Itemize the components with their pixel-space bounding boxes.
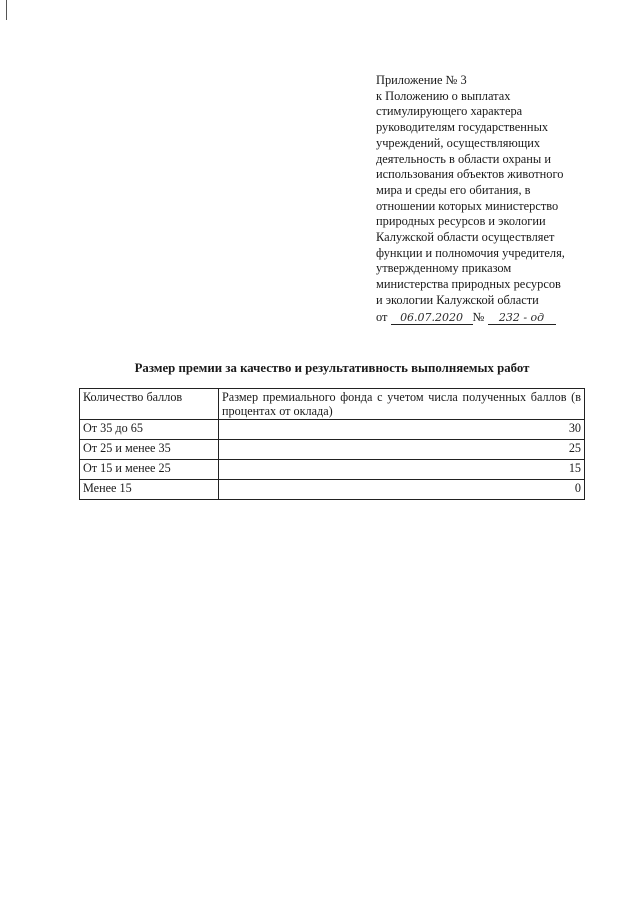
from-label: от bbox=[376, 309, 388, 324]
points-cell: От 15 и менее 25 bbox=[80, 460, 219, 480]
number-label: № bbox=[472, 309, 485, 324]
percent-cell: 0 bbox=[219, 480, 585, 500]
header-points: Количество баллов bbox=[80, 389, 219, 420]
table-title: Размер премии за качество и результативность выполняемых работ bbox=[134, 361, 530, 375]
annex-line: утвержденному приказом bbox=[376, 261, 512, 276]
annex-line: министерства природных ресурсов bbox=[376, 277, 561, 292]
annex-line: к Положению о выплатах bbox=[376, 88, 511, 103]
percent-cell: 30 bbox=[219, 420, 585, 440]
annex-line: природных ресурсов и экологии bbox=[376, 214, 546, 229]
handwritten-date: 06.07.2020 bbox=[391, 311, 473, 325]
annex-line: функции и полномочия учредителя, bbox=[376, 245, 565, 260]
points-cell: От 25 и менее 35 bbox=[80, 440, 219, 460]
table-row bbox=[80, 420, 585, 440]
scan-edge-mark bbox=[6, 0, 7, 20]
percent-cell: 15 bbox=[219, 460, 585, 480]
table-header-row bbox=[80, 389, 585, 420]
points-cell: От 35 до 65 bbox=[80, 420, 219, 440]
annex-line: мира и среды его обитания, в bbox=[376, 182, 531, 197]
table-row bbox=[80, 480, 585, 500]
order-reference-line bbox=[376, 310, 598, 326]
annex-line: Калужской области осуществляет bbox=[376, 230, 555, 245]
handwritten-order-number: 232 - од bbox=[488, 311, 556, 325]
percent-cell: 25 bbox=[219, 440, 585, 460]
annex-line: и экологии Калужской области bbox=[376, 292, 539, 307]
annex-block bbox=[376, 73, 598, 325]
annex-line: руководителям государственных bbox=[376, 120, 549, 135]
annex-line: учреждений, осуществляющих bbox=[376, 135, 541, 150]
annex-line: стимулирующего характера bbox=[376, 104, 523, 119]
table-row bbox=[80, 440, 585, 460]
bonus-table bbox=[79, 388, 585, 500]
annex-line: использования объектов животного bbox=[376, 167, 564, 182]
points-cell: Менее 15 bbox=[80, 480, 219, 500]
annex-line: Приложение № 3 bbox=[376, 73, 467, 87]
table-row bbox=[80, 460, 585, 480]
annex-line: отношении которых министерство bbox=[376, 198, 559, 213]
header-bonus-percent: Размер премиального фонда с учетом числа полученных баллов (в процентах от оклада) bbox=[219, 389, 585, 420]
annex-line: деятельность в области охраны и bbox=[376, 151, 551, 166]
